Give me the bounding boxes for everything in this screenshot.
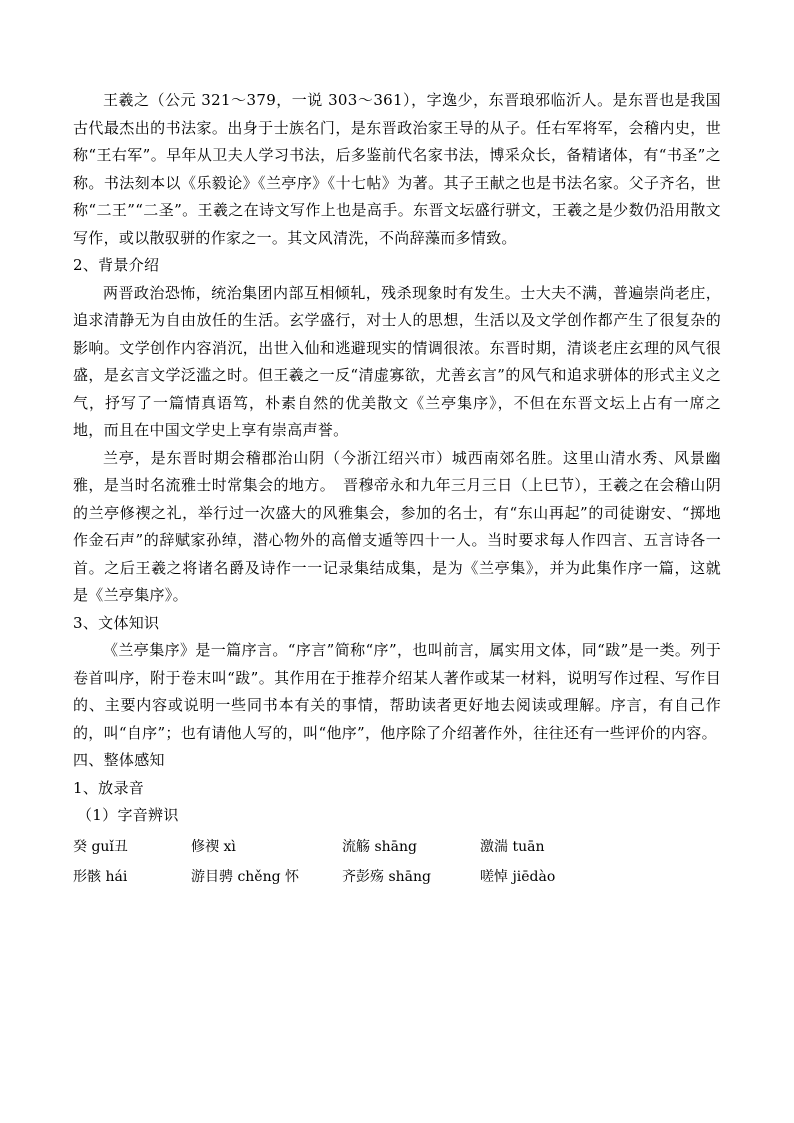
- pronunciation-item: 游目骋 chěng 怀: [191, 868, 300, 885]
- genre-paragraph: 《兰亭集序》是一篇序言。“序言”简称“序”，也叫前言，属实用文体，同“跋”是一类。列于卷首叫序，附于卷末叫“跋”。其作用在于推荐介绍某人著作或某一材料，说明写作过程、写作目的、主要内容或说明一些同书本有关的事情，帮助读者更好地去阅读或理解。序言，有自己作的，叫“自序”；也有请他人写的，叫“他序”，他序除了介绍著作外，往往还有一些评价的内容。: [73, 641, 721, 742]
- recording-subheading: 1、放录音: [73, 778, 145, 797]
- pronunciation-item: 癸 guǐ丑: [73, 838, 128, 855]
- author-intro-paragraph: 王羲之（公元 321～379，一说 303～361），字逸少，东晋琅邪临沂人。是东晋也是我国古代最杰出的书法家。出身于士族名门，是东晋政治家王导的从子。任右军将军，会稽内史，世称“王右军”。早年从卫夫人学习书法，后多鉴前代名家书法，博采众长，备精诸体，有“书圣”之称。书法刻本以《乐毅论》《兰亭序》《十七帖》为著。其子王献之也是书法名家。父子齐名，世称“二王”“二圣”。王羲之在诗文写作上也是高手。东晋文坛盛行骈文，王羲之是少数仍沿用散文写作，或以散驭骈的作家之一。其文风清洗，不尚辞藻而多情致。: [73, 91, 721, 247]
- overall-heading: 四、整体感知: [73, 751, 165, 769]
- pronunciation-item: 激湍 tuān: [480, 838, 545, 855]
- pronunciation-item: 形骸 hái: [73, 868, 128, 885]
- document-page: [73, 87, 721, 892]
- background-paragraph-2: 兰亭，是东晋时期会稽郡治山阴（今浙江绍兴市）城西南郊名胜。这里山清水秀、风景幽雅，是当时名流雅士时常集会的地方。 晋穆帝永和九年三月三日（上巳节），王羲之在会稽山阴的兰亭修禊之礼，举行过一次盛大的风雅集会，参加的名士，有“东山再起”的司徒谢安、“掷地作金石声”的辞赋家孙绰，潜心物外的高僧支遁等四十一人。当时要求每人作四言、五言诗各一首。之后王羲之将诸名爵及诗作一一记录集结成集，是为《兰亭集》，并为此集作序一篇，这就是《兰亭集序》。: [73, 448, 721, 604]
- pronunciation-row: [73, 832, 721, 862]
- pronunciation-item: 嗟悼 jiēdào: [480, 868, 556, 885]
- pronunciation-subheading: （1）字音辨识: [77, 806, 179, 824]
- pronunciation-row: [73, 862, 721, 892]
- background-paragraph-1: 两晋政治恐怖，统治集团内部互相倾轧，残杀现象时有发生。士大夫不满，普遍崇尚老庄，追求清静无为自由放任的生活。玄学盛行，对士人的思想，生活以及文学创作都产生了很复杂的影响。文学创作内容消沉，出世入仙和逃避现实的情调很浓。东晋时期，清谈老庄玄理的风气很盛，是玄言文学泛滥之时。但王羲之一反“清虚寡欲，尤善玄言”的风气和追求骈体的形式主义之气，抒写了一篇情真语笃，朴素自然的优美散文《兰亭集序》，不但在东晋文坛上占有一席之地，而且在中国文学史上享有崇高声誉。: [73, 283, 721, 439]
- pronunciation-item: 修禊 xì: [191, 838, 236, 855]
- pronunciation-item: 齐彭殇 shāng: [342, 868, 431, 885]
- genre-heading: 3、文体知识: [73, 613, 160, 632]
- pronunciation-item: 流觞 shāng: [342, 838, 417, 855]
- background-heading: 2、背景介绍: [73, 256, 160, 274]
- pronunciation-table: [73, 832, 721, 892]
